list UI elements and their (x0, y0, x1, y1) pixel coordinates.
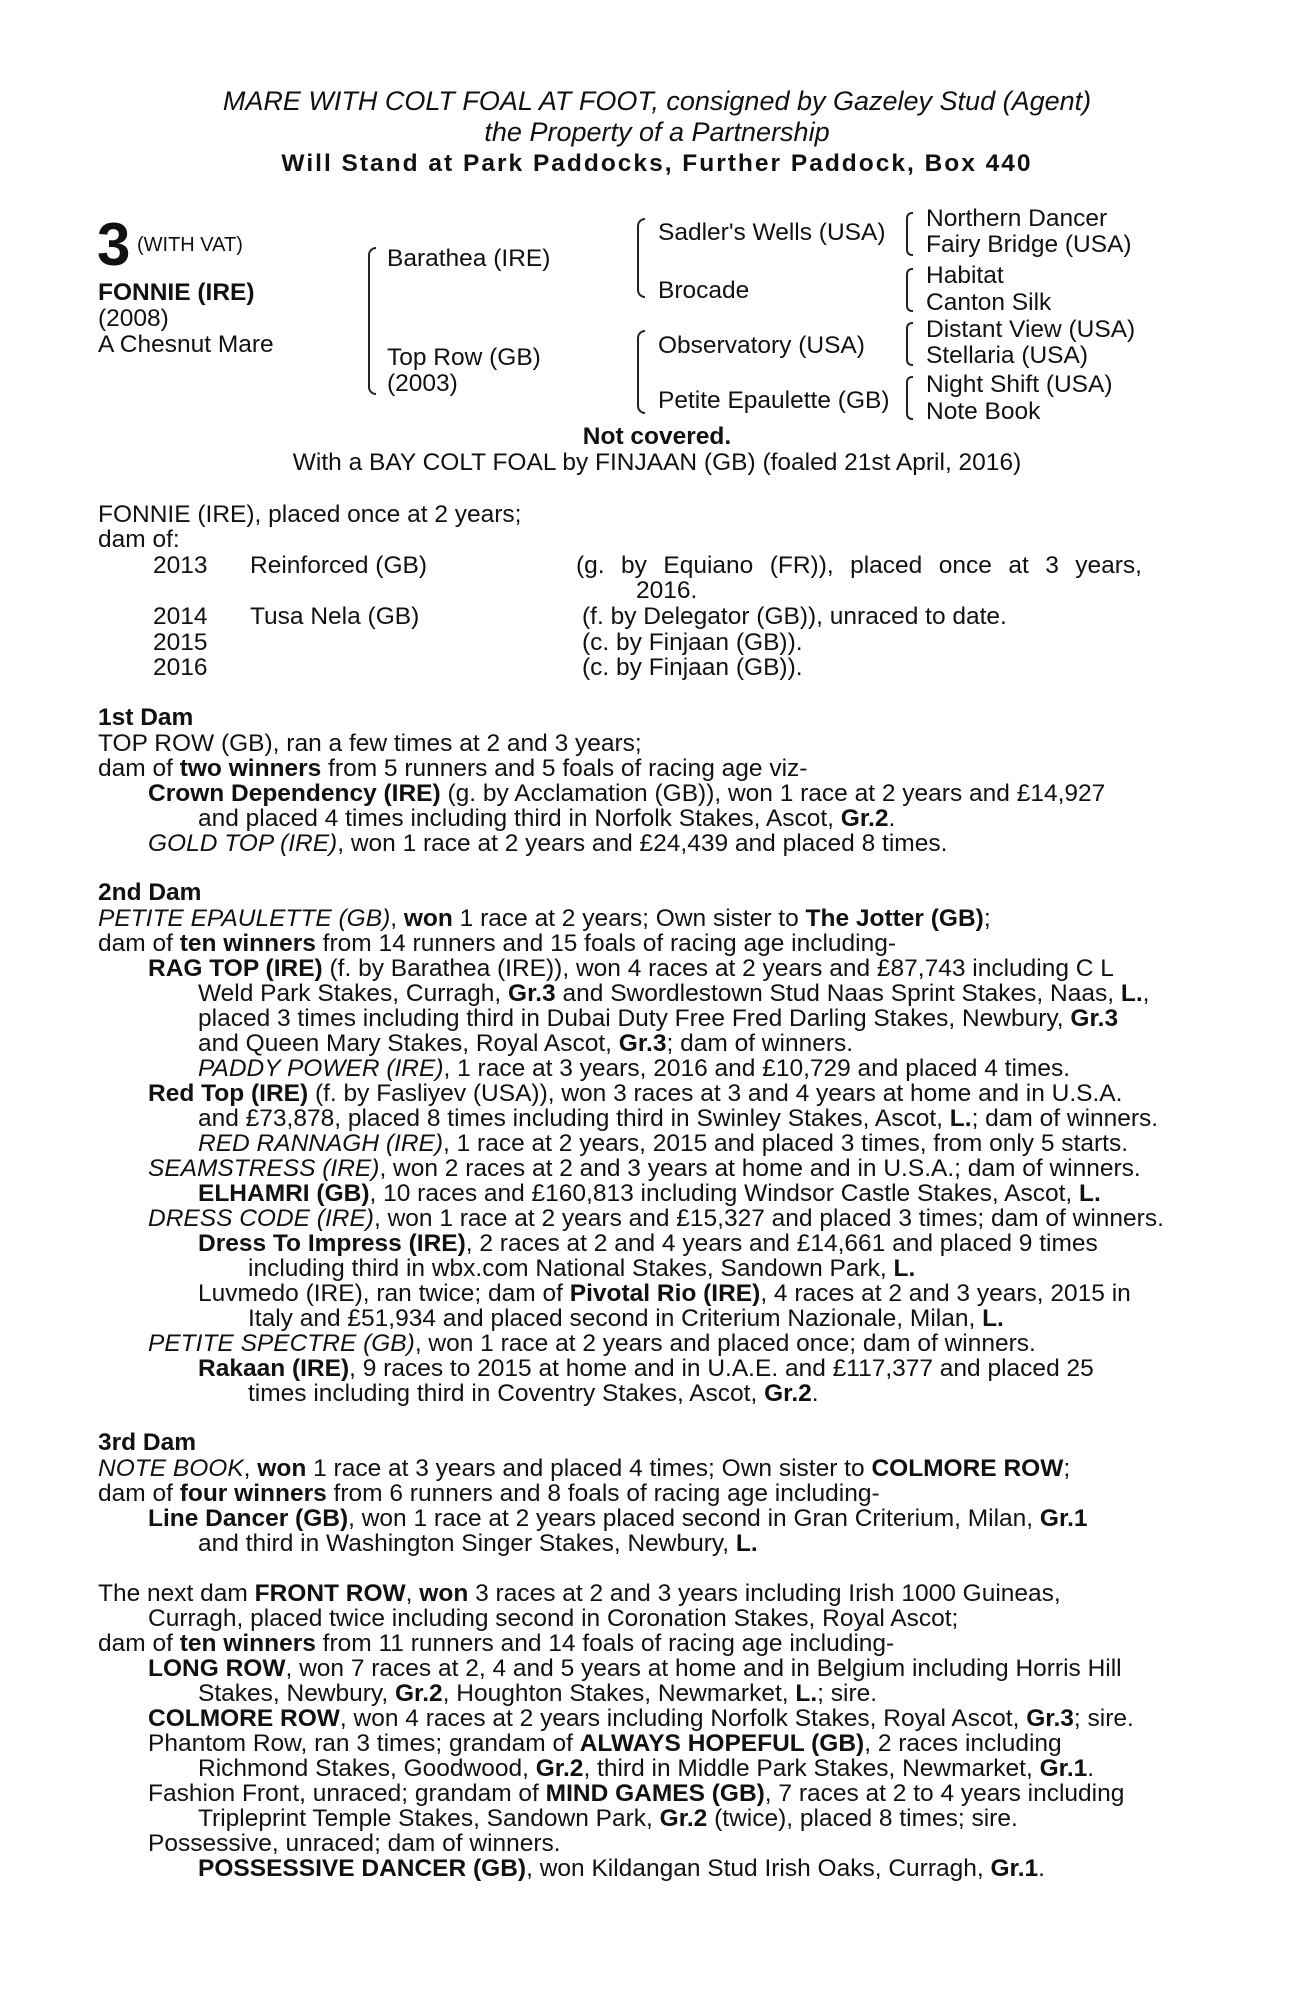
ss-sire: Northern Dancer (926, 205, 1108, 232)
ss-dam: Fairy Bridge (USA) (926, 231, 1132, 258)
dam3-line: NOTE BOOK, won 1 race at 3 years and placed 4 times; Own sister to COLMORE ROW; (98, 1455, 1071, 1482)
produce-dam-of: dam of: (98, 526, 180, 553)
ds-dam: Stellaria (USA) (926, 342, 1089, 369)
dam3-line: Line Dancer (GB), won 1 race at 2 years placed second in Gran Criterium, Milan, Gr.1 (148, 1505, 1088, 1532)
dam2-line: SEAMSTRESS (IRE), won 2 races at 2 and 3 years at home and in U.S.A.; dam of winners. (148, 1155, 1141, 1182)
produce-desc-cont: 2016. (636, 577, 698, 604)
foal-note: With a BAY COLT FOAL by FINJAAN (GB) (foaled 21st April, 2016) (292, 449, 1022, 476)
dam-dam: Petite Epaulette (GB) (658, 387, 890, 414)
pedigree-brace-5 (906, 268, 913, 312)
dam1-line: GOLD TOP (IRE), won 1 race at 2 years and £24,439 and placed 8 times. (148, 830, 948, 857)
nextdam-line: dam of ten winners from 11 runners and 14 foals of racing age including- (98, 1630, 895, 1657)
produce-name: Tusa Nela (GB) (250, 603, 420, 630)
dam2-line: Luvmedo (IRE), ran twice; dam of Pivotal Rio (IRE), 4 races at 2 and 3 years, 2015 in (198, 1280, 1131, 1307)
dam2-line: placed 3 times including third in Dubai Duty Free Fred Darling Stakes, Newbury, Gr.3 (198, 1005, 1119, 1032)
pedigree-brace-3 (637, 330, 645, 414)
produce-year: 2014 (153, 603, 208, 630)
section-heading-3rd-dam: 3rd Dam (98, 1429, 197, 1456)
nextdam-line: Fashion Front, unraced; grandam of MIND GAMES (GB), 7 races at 2 to 4 years including (148, 1780, 1125, 1807)
dam2-line: times including third in Coventry Stakes, Ascot, Gr.2. (248, 1380, 819, 1407)
lot-name: FONNIE (IRE) (98, 279, 255, 306)
dam2-line: Rakaan (IRE), 9 races to 2015 at home and in U.A.E. and £117,377 and placed 25 (198, 1355, 1094, 1382)
nextdam-line: Curragh, placed twice including second in Coronation Stakes, Royal Ascot; (148, 1605, 959, 1632)
lot-description: A Chesnut Mare (98, 331, 274, 358)
pedigree-brace-4 (906, 212, 913, 256)
dam2-line: Red Top (IRE) (f. by Fasliyev (USA)), won 3 races at 3 and 4 years at home and in U.S.A. (148, 1080, 1123, 1107)
dam2-line: and Queen Mary Stakes, Royal Ascot, Gr.3; dam of winners. (198, 1030, 854, 1057)
nextdam-line: The next dam FRONT ROW, won 3 races at 2 and 3 years including Irish 1000 Guineas, (98, 1580, 1061, 1607)
section-heading-1st-dam: 1st Dam (98, 704, 194, 731)
nextdam-line: Phantom Row, ran 3 times; grandam of ALWAYS HOPEFUL (GB), 2 races including (148, 1730, 1062, 1757)
dam2-line: Dress To Impress (IRE), 2 races at 2 and 4 years and £14,661 and placed 9 times (198, 1230, 1098, 1257)
dam2-line: RAG TOP (IRE) (f. by Barathea (IRE)), won 4 races at 2 years and £87,743 including C L (148, 955, 1114, 982)
cover-status: Not covered. (582, 423, 732, 450)
dam2-line: dam of ten winners from 14 runners and 15 foals of racing age including- (98, 930, 897, 957)
dd-sire: Night Shift (USA) (926, 371, 1113, 398)
produce-year: 2015 (153, 629, 208, 656)
produce-year: 2016 (153, 654, 208, 681)
dam1-line: and placed 4 times including third in Norfolk Stakes, Ascot, Gr.2. (198, 805, 896, 832)
header-line-2: the Property of a Partnership (484, 117, 830, 147)
lot-number: 3 (97, 211, 131, 278)
dam1-line: Crown Dependency (IRE) (g. by Acclamation (GB)), won 1 race at 2 years and £14,927 (148, 780, 1106, 807)
produce-year: 2013 (153, 552, 208, 579)
pedigree-brace-1 (368, 247, 376, 395)
dam-name: Top Row (GB) (387, 344, 541, 371)
nextdam-line: Tripleprint Temple Stakes, Sandown Park, Gr.2 (twice), placed 8 times; sire. (198, 1805, 1018, 1832)
dam2-line: PADDY POWER (IRE), 1 race at 3 years, 2016 and £10,729 and placed 4 times. (198, 1055, 1071, 1082)
sire-dam: Brocade (658, 277, 750, 304)
pedigree-brace-2 (637, 218, 645, 298)
pedigree-brace-6 (906, 322, 913, 366)
nextdam-line: Stakes, Newbury, Gr.2, Houghton Stakes, Newmarket, L.; sire. (198, 1680, 878, 1707)
header-line-3: Will Stand at Park Paddocks, Further Paddock, Box 440 (281, 150, 1033, 177)
dam2-line: including third in wbx.com National Stakes, Sandown Park, L. (248, 1255, 916, 1282)
dam2-line: Weld Park Stakes, Curragh, Gr.3 and Swordlestown Stud Naas Sprint Stakes, Naas, L., (198, 980, 1150, 1007)
dam2-line: Italy and £51,934 and placed second in Criterium Nazionale, Milan, L. (248, 1305, 1004, 1332)
dam2-line: ELHAMRI (GB), 10 races and £160,813 including Windsor Castle Stakes, Ascot, L. (198, 1180, 1101, 1207)
dam2-line: DRESS CODE (IRE), won 1 race at 2 years and £15,327 and placed 3 times; dam of winners. (148, 1205, 1164, 1232)
dam2-line: RED RANNAGH (IRE), 1 race at 2 years, 2015 and placed 3 times, from only 5 starts. (198, 1130, 1128, 1157)
produce-intro: FONNIE (IRE), placed once at 2 years; (98, 501, 522, 528)
nextdam-line: POSSESSIVE DANCER (GB), won Kildangan Stud Irish Oaks, Curragh, Gr.1. (198, 1855, 1045, 1882)
section-heading-2nd-dam: 2nd Dam (98, 879, 202, 906)
dam3-line: and third in Washington Singer Stakes, Newbury, L. (198, 1530, 758, 1557)
dam2-line: PETITE SPECTRE (GB), won 1 race at 2 years and placed once; dam of winners. (148, 1330, 1036, 1357)
dam1-line: dam of two winners from 5 runners and 5 foals of racing age viz- (98, 755, 808, 782)
dam2-line: PETITE EPAULETTE (GB), won 1 race at 2 years; Own sister to The Jotter (GB); (98, 905, 991, 932)
nextdam-line: Richmond Stakes, Goodwood, Gr.2, third in Middle Park Stakes, Newmarket, Gr.1. (198, 1755, 1095, 1782)
produce-desc: (g. by Equiano (FR)), placed once at 3 years, (576, 552, 1142, 579)
nextdam-line: Possessive, unraced; dam of winners. (148, 1830, 561, 1857)
dam2-line: and £73,878, placed 8 times including third in Swinley Stakes, Ascot, L.; dam of winners. (198, 1105, 1159, 1132)
vat-note: (WITH VAT) (137, 234, 243, 256)
header-line-1: MARE WITH COLT FOAL AT FOOT, consigned by Gazeley Stud (Agent) (222, 86, 1092, 116)
sd-dam: Canton Silk (926, 289, 1052, 316)
sire-name: Barathea (IRE) (387, 245, 551, 272)
lot-year: (2008) (98, 305, 169, 332)
dam-year: (2003) (387, 370, 458, 397)
nextdam-line: COLMORE ROW, won 4 races at 2 years including Norfolk Stakes, Royal Ascot, Gr.3; sire. (148, 1705, 1134, 1732)
produce-name: Reinforced (GB) (250, 552, 428, 579)
dam1-line: TOP ROW (GB), ran a few times at 2 and 3 years; (98, 730, 642, 757)
pedigree-brace-7 (906, 376, 913, 420)
sire-sire: Sadler's Wells (USA) (658, 219, 886, 246)
ds-sire: Distant View (USA) (926, 316, 1136, 343)
sd-sire: Habitat (926, 262, 1004, 289)
produce-desc: (c. by Finjaan (GB)). (582, 629, 803, 656)
nextdam-line: LONG ROW, won 7 races at 2, 4 and 5 years at home and in Belgium including Horris Hill (148, 1655, 1122, 1682)
produce-desc: (f. by Delegator (GB)), unraced to date. (582, 603, 1007, 630)
dam-sire: Observatory (USA) (658, 332, 865, 359)
produce-desc: (c. by Finjaan (GB)). (582, 654, 803, 681)
dd-dam: Note Book (926, 398, 1041, 425)
dam3-line: dam of four winners from 6 runners and 8 foals of racing age including- (98, 1480, 880, 1507)
